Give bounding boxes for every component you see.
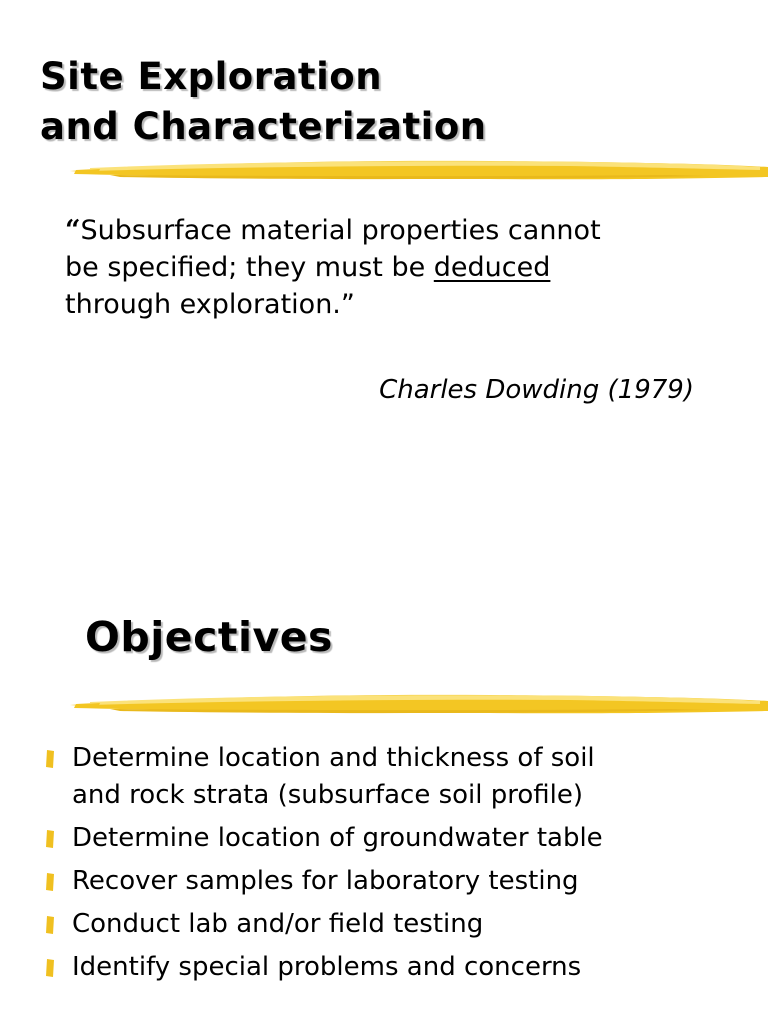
- quote-open-mark: “: [65, 215, 81, 246]
- yellow-brush-stroke: [70, 684, 768, 724]
- bullet-text: Recover samples for laboratory testing: [72, 866, 579, 896]
- yellow-bullet-icon: [46, 749, 55, 769]
- quote-line-1: Subsurface material properties cannot: [80, 215, 601, 246]
- yellow-bullet-icon: [46, 872, 55, 892]
- list-item: [44, 740, 754, 814]
- quote-line-2: be specified; they must be: [65, 252, 434, 283]
- objectives-list: [44, 740, 754, 992]
- list-item: [44, 906, 754, 943]
- yellow-bullet-icon: [46, 829, 55, 849]
- title-line-2: and Characterization: [40, 105, 487, 148]
- quote-text: [65, 212, 745, 323]
- title-line-1: Site Exploration: [40, 55, 383, 98]
- quote-underlined-word: deduced: [433, 252, 551, 283]
- bullet-text-line-2: and rock strata (subsurface soil profile): [72, 780, 584, 810]
- list-item: [44, 820, 754, 857]
- slide-title: Objectives: [85, 613, 333, 661]
- list-item: [44, 949, 754, 986]
- bullet-text: Determine location of groundwater table: [72, 823, 603, 853]
- yellow-bullet-icon: [46, 958, 55, 978]
- yellow-bullet-icon: [46, 915, 55, 935]
- slide-title: [40, 52, 487, 152]
- bullet-text: Identify special problems and concerns: [72, 952, 582, 982]
- slide-objectives: [0, 512, 768, 1024]
- bullet-text: Conduct lab and/or field testing: [72, 909, 484, 939]
- yellow-brush-stroke: [70, 150, 768, 190]
- quote-attribution: Charles Dowding (1979): [379, 375, 694, 405]
- quote-line-3: through exploration.”: [65, 289, 355, 320]
- bullet-text-line-1: Determine location and thickness of soil: [72, 743, 595, 773]
- list-item: [44, 863, 754, 900]
